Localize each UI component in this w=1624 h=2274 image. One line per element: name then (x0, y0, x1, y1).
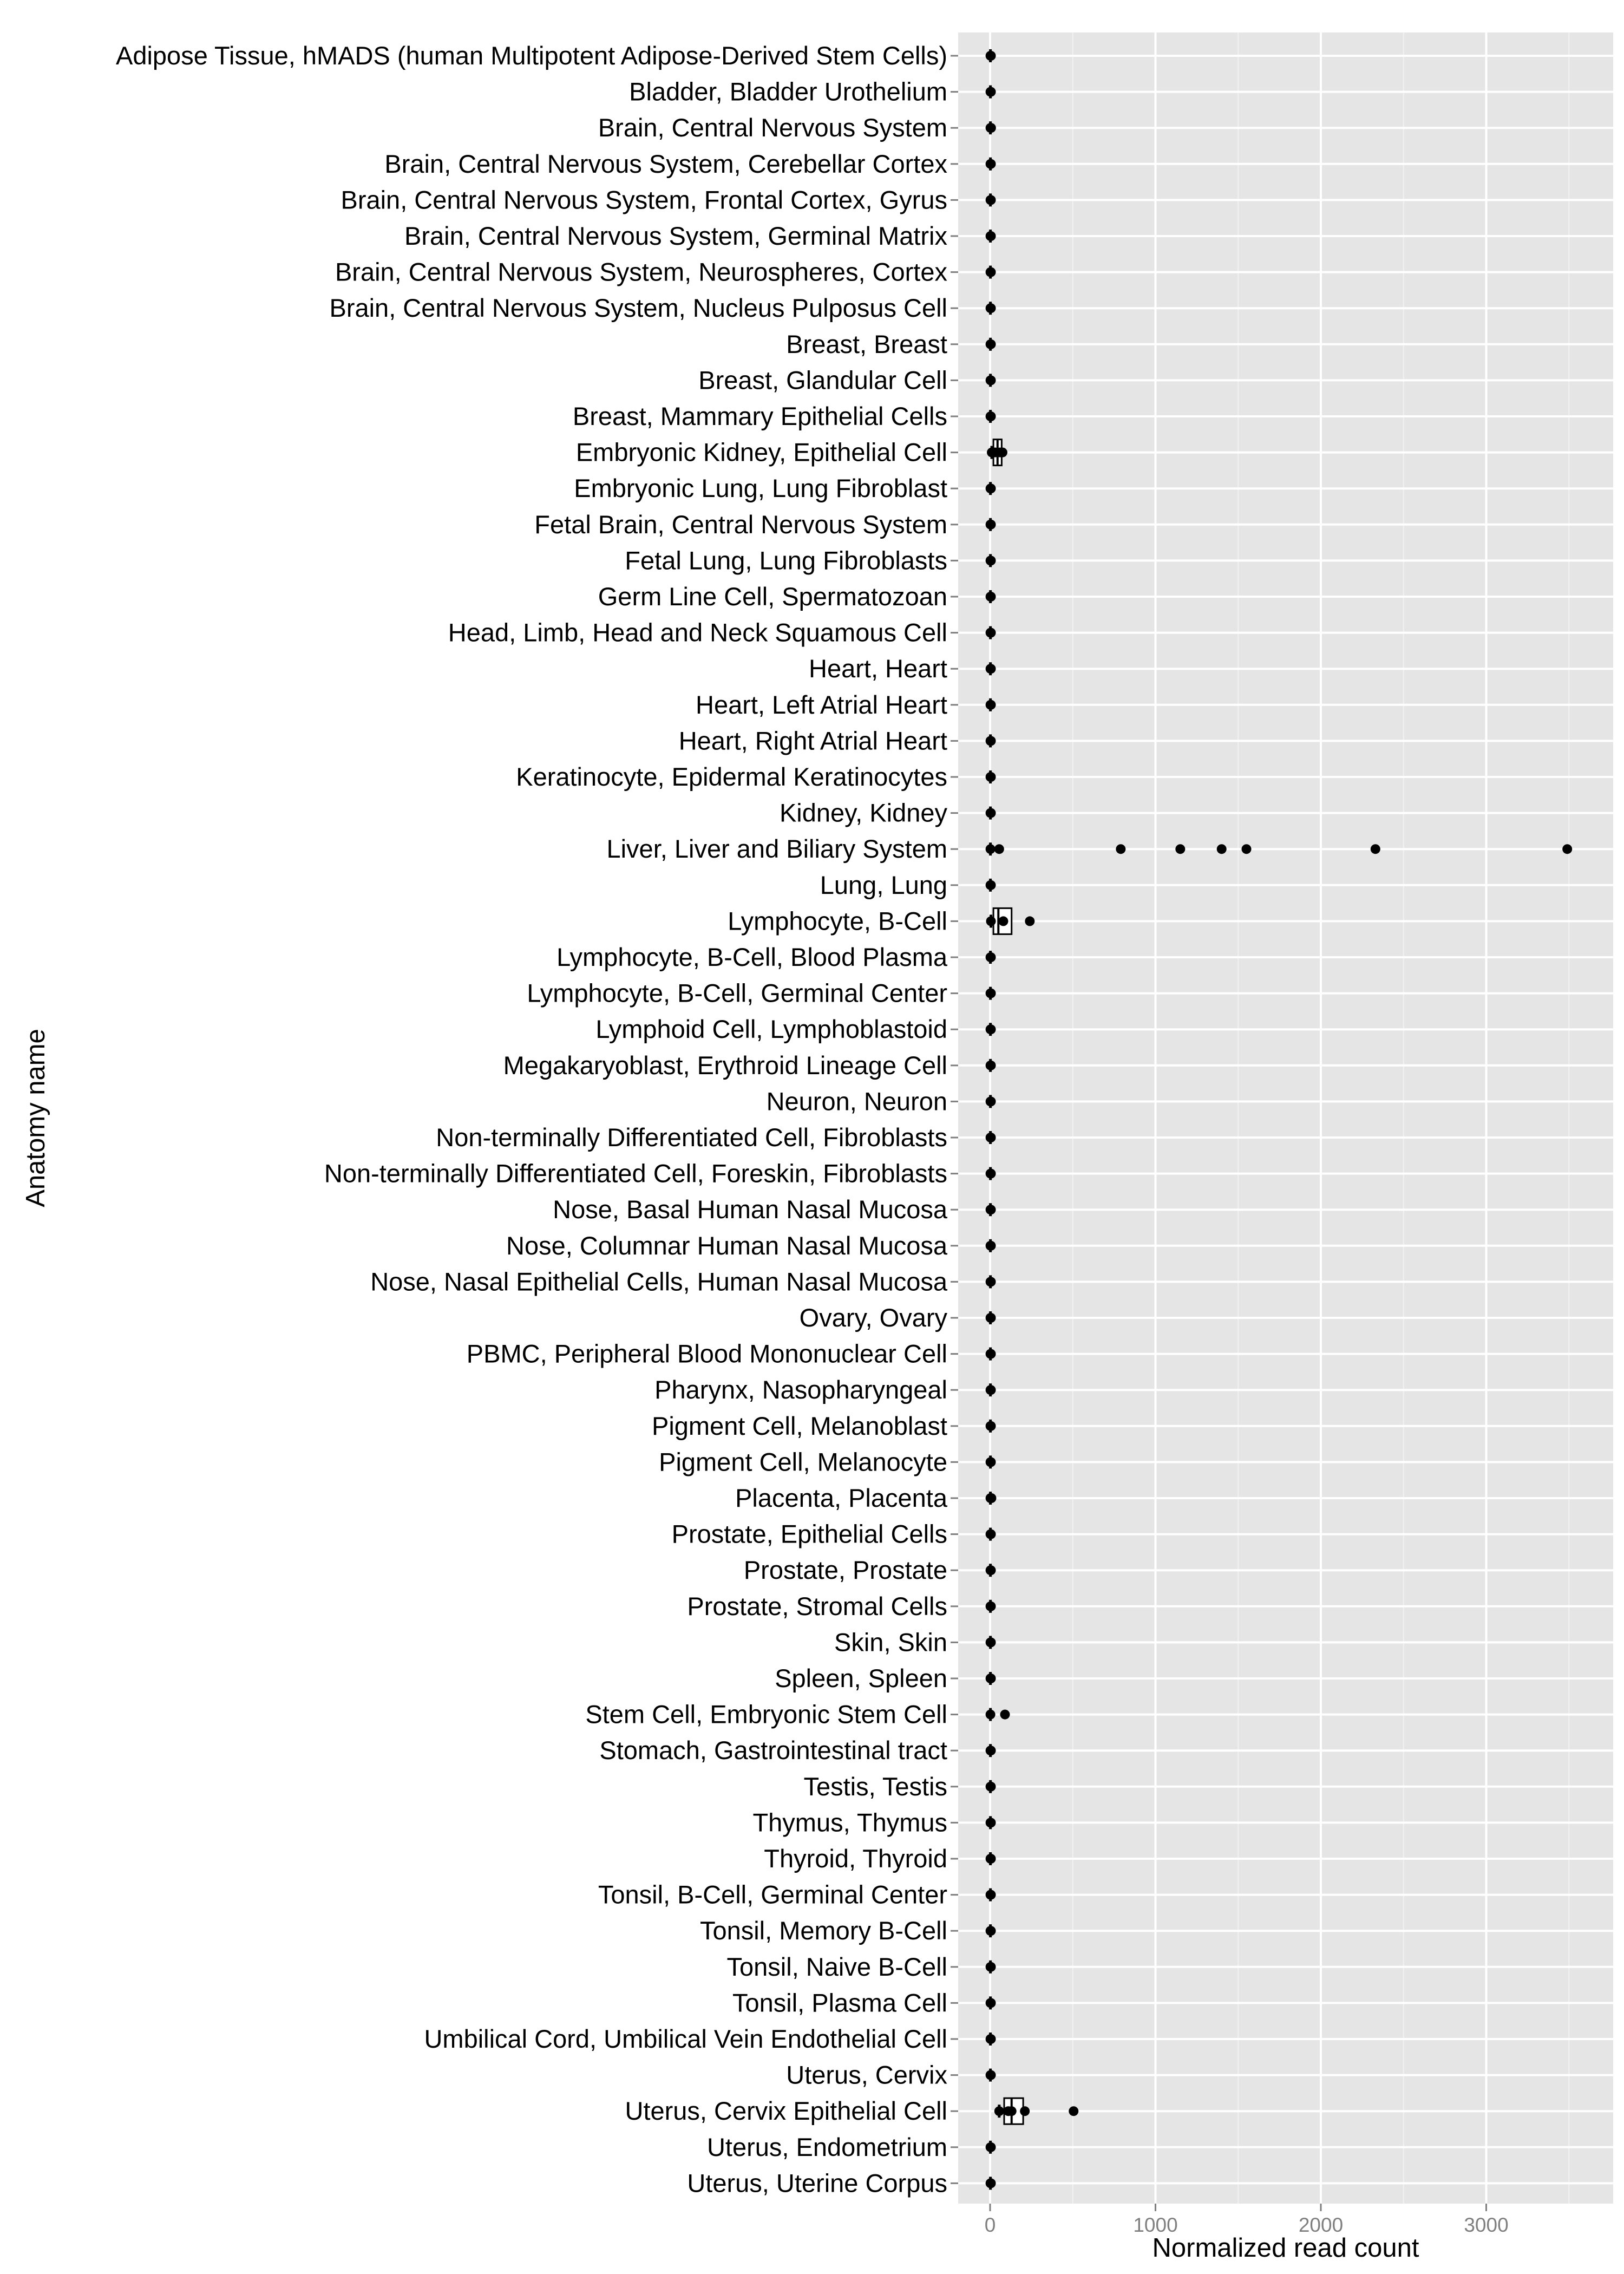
category-label: Thymus, Thymus (752, 1808, 947, 1837)
category-label: Non-terminally Differentiated Cell, Fibroblasts (436, 1123, 947, 1152)
category-label: Liver, Liver and Biliary System (606, 834, 947, 864)
category-label: Brain, Central Nervous System (598, 113, 947, 142)
category-label: Nose, Columnar Human Nasal Mucosa (506, 1231, 947, 1260)
category-label: Spleen, Spleen (775, 1664, 947, 1693)
category-label: Pigment Cell, Melanoblast (652, 1411, 947, 1440)
category-label: Prostate, Stromal Cells (687, 1591, 947, 1620)
category-label: Nose, Basal Human Nasal Mucosa (553, 1195, 947, 1224)
data-point (1116, 844, 1125, 854)
category-label: Tonsil, Plasma Cell (732, 1988, 947, 2017)
plot-panel (958, 32, 1613, 2204)
category-label: Pigment Cell, Melanocyte (659, 1447, 947, 1476)
category-label: Non-terminally Differentiated Cell, Foreskin, Fibroblasts (324, 1159, 947, 1188)
category-label: Germ Line Cell, Spermatozoan (598, 582, 947, 611)
category-label: Embryonic Lung, Lung Fibroblast (574, 474, 947, 503)
category-label: Pharynx, Nasopharyngeal (654, 1375, 947, 1404)
data-point (1217, 844, 1227, 854)
x-tick-label: 2000 (1298, 2214, 1344, 2236)
category-label: Bladder, Bladder Urothelium (629, 77, 947, 106)
category-label: Heart, Left Atrial Heart (696, 690, 947, 719)
data-point (1069, 2106, 1078, 2116)
category-label: Heart, Right Atrial Heart (678, 726, 947, 755)
category-label: Uterus, Uterine Corpus (687, 2168, 947, 2198)
category-label: Fetal Brain, Central Nervous System (534, 509, 947, 539)
category-label: Lymphoid Cell, Lymphoblastoid (595, 1015, 947, 1044)
category-label: Tonsil, Memory B-Cell (699, 1916, 947, 1945)
category-label: Brain, Central Nervous System, Cerebellar Cortex (384, 149, 947, 178)
data-point (1371, 844, 1380, 854)
category-label: Keratinocyte, Epidermal Keratinocytes (516, 762, 947, 791)
category-label: PBMC, Peripheral Blood Mononuclear Cell (466, 1339, 947, 1368)
category-label: Lymphocyte, B-Cell (728, 906, 947, 936)
x-tick-label: 3000 (1464, 2214, 1509, 2236)
x-tick-label: 0 (984, 2214, 996, 2236)
data-point (1025, 916, 1034, 926)
category-label: Prostate, Prostate (743, 1556, 947, 1585)
data-point (1007, 2106, 1017, 2116)
data-point (1562, 844, 1572, 854)
category-label: Fetal Lung, Lung Fibroblasts (625, 546, 947, 575)
category-label: Neuron, Neuron (766, 1087, 947, 1116)
category-label: Lymphocyte, B-Cell, Blood Plasma (556, 943, 947, 971)
category-label: Stem Cell, Embryonic Stem Cell (585, 1700, 947, 1729)
category-label: Uterus, Endometrium (706, 2132, 947, 2161)
category-label: Prostate, Epithelial Cells (671, 1519, 947, 1548)
category-label: Embryonic Kidney, Epithelial Cell (575, 437, 947, 467)
data-point (1242, 844, 1252, 854)
category-label: Tonsil, B-Cell, Germinal Center (598, 1880, 947, 1909)
data-point (1000, 1710, 1010, 1720)
category-label: Brain, Central Nervous System, Nucleus Pulposus Cell (329, 293, 947, 323)
category-label: Kidney, Kidney (779, 798, 947, 827)
x-axis (985, 2204, 1509, 2236)
category-label: Adipose Tissue, hMADS (human Multipotent Adipose-Derived Stem Cells) (115, 41, 947, 70)
category-label: Skin, Skin (834, 1628, 947, 1657)
data-point (998, 916, 1008, 926)
category-label: Placenta, Placenta (735, 1484, 947, 1512)
category-label: Tonsil, Naive B-Cell (726, 1952, 947, 1981)
category-label: Ovary, Ovary (799, 1303, 947, 1332)
category-label: Testis, Testis (803, 1772, 947, 1801)
x-tick-label: 1000 (1133, 2214, 1178, 2236)
category-label: Brain, Central Nervous System, Neurospheres, Cortex (335, 257, 947, 286)
category-label: Megakaryoblast, Erythroid Lineage Cell (503, 1050, 947, 1080)
category-label: Breast, Mammary Epithelial Cells (572, 402, 947, 430)
category-label: Uterus, Cervix (786, 2060, 947, 2089)
category-label: Umbilical Cord, Umbilical Vein Endothelial Cell (424, 2024, 947, 2053)
category-label: Lung, Lung (820, 870, 947, 899)
data-point (1020, 2106, 1030, 2116)
category-label: Lymphocyte, B-Cell, Germinal Center (527, 978, 947, 1008)
category-label: Heart, Heart (809, 654, 947, 683)
x-axis-title: Normalized read count (1152, 2233, 1419, 2263)
y-axis-title: Anatomy name (21, 1029, 50, 1207)
data-point (1175, 844, 1185, 854)
category-label: Thyroid, Thyroid (764, 1844, 947, 1873)
category-label: Breast, Breast (786, 329, 947, 358)
category-label: Breast, Glandular Cell (698, 365, 947, 395)
category-labels (116, 41, 958, 2197)
category-label: Brain, Central Nervous System, Germinal Matrix (404, 221, 947, 250)
category-label: Brain, Central Nervous System, Frontal Cortex, Gyrus (340, 185, 947, 214)
category-label: Nose, Nasal Epithelial Cells, Human Nasal Mucosa (370, 1267, 947, 1296)
category-label: Uterus, Cervix Epithelial Cell (625, 2096, 947, 2126)
data-point (998, 448, 1007, 458)
category-label: Head, Limb, Head and Neck Squamous Cell (448, 618, 947, 647)
category-label: Stomach, Gastrointestinal tract (599, 1736, 947, 1765)
data-point (994, 844, 1004, 854)
